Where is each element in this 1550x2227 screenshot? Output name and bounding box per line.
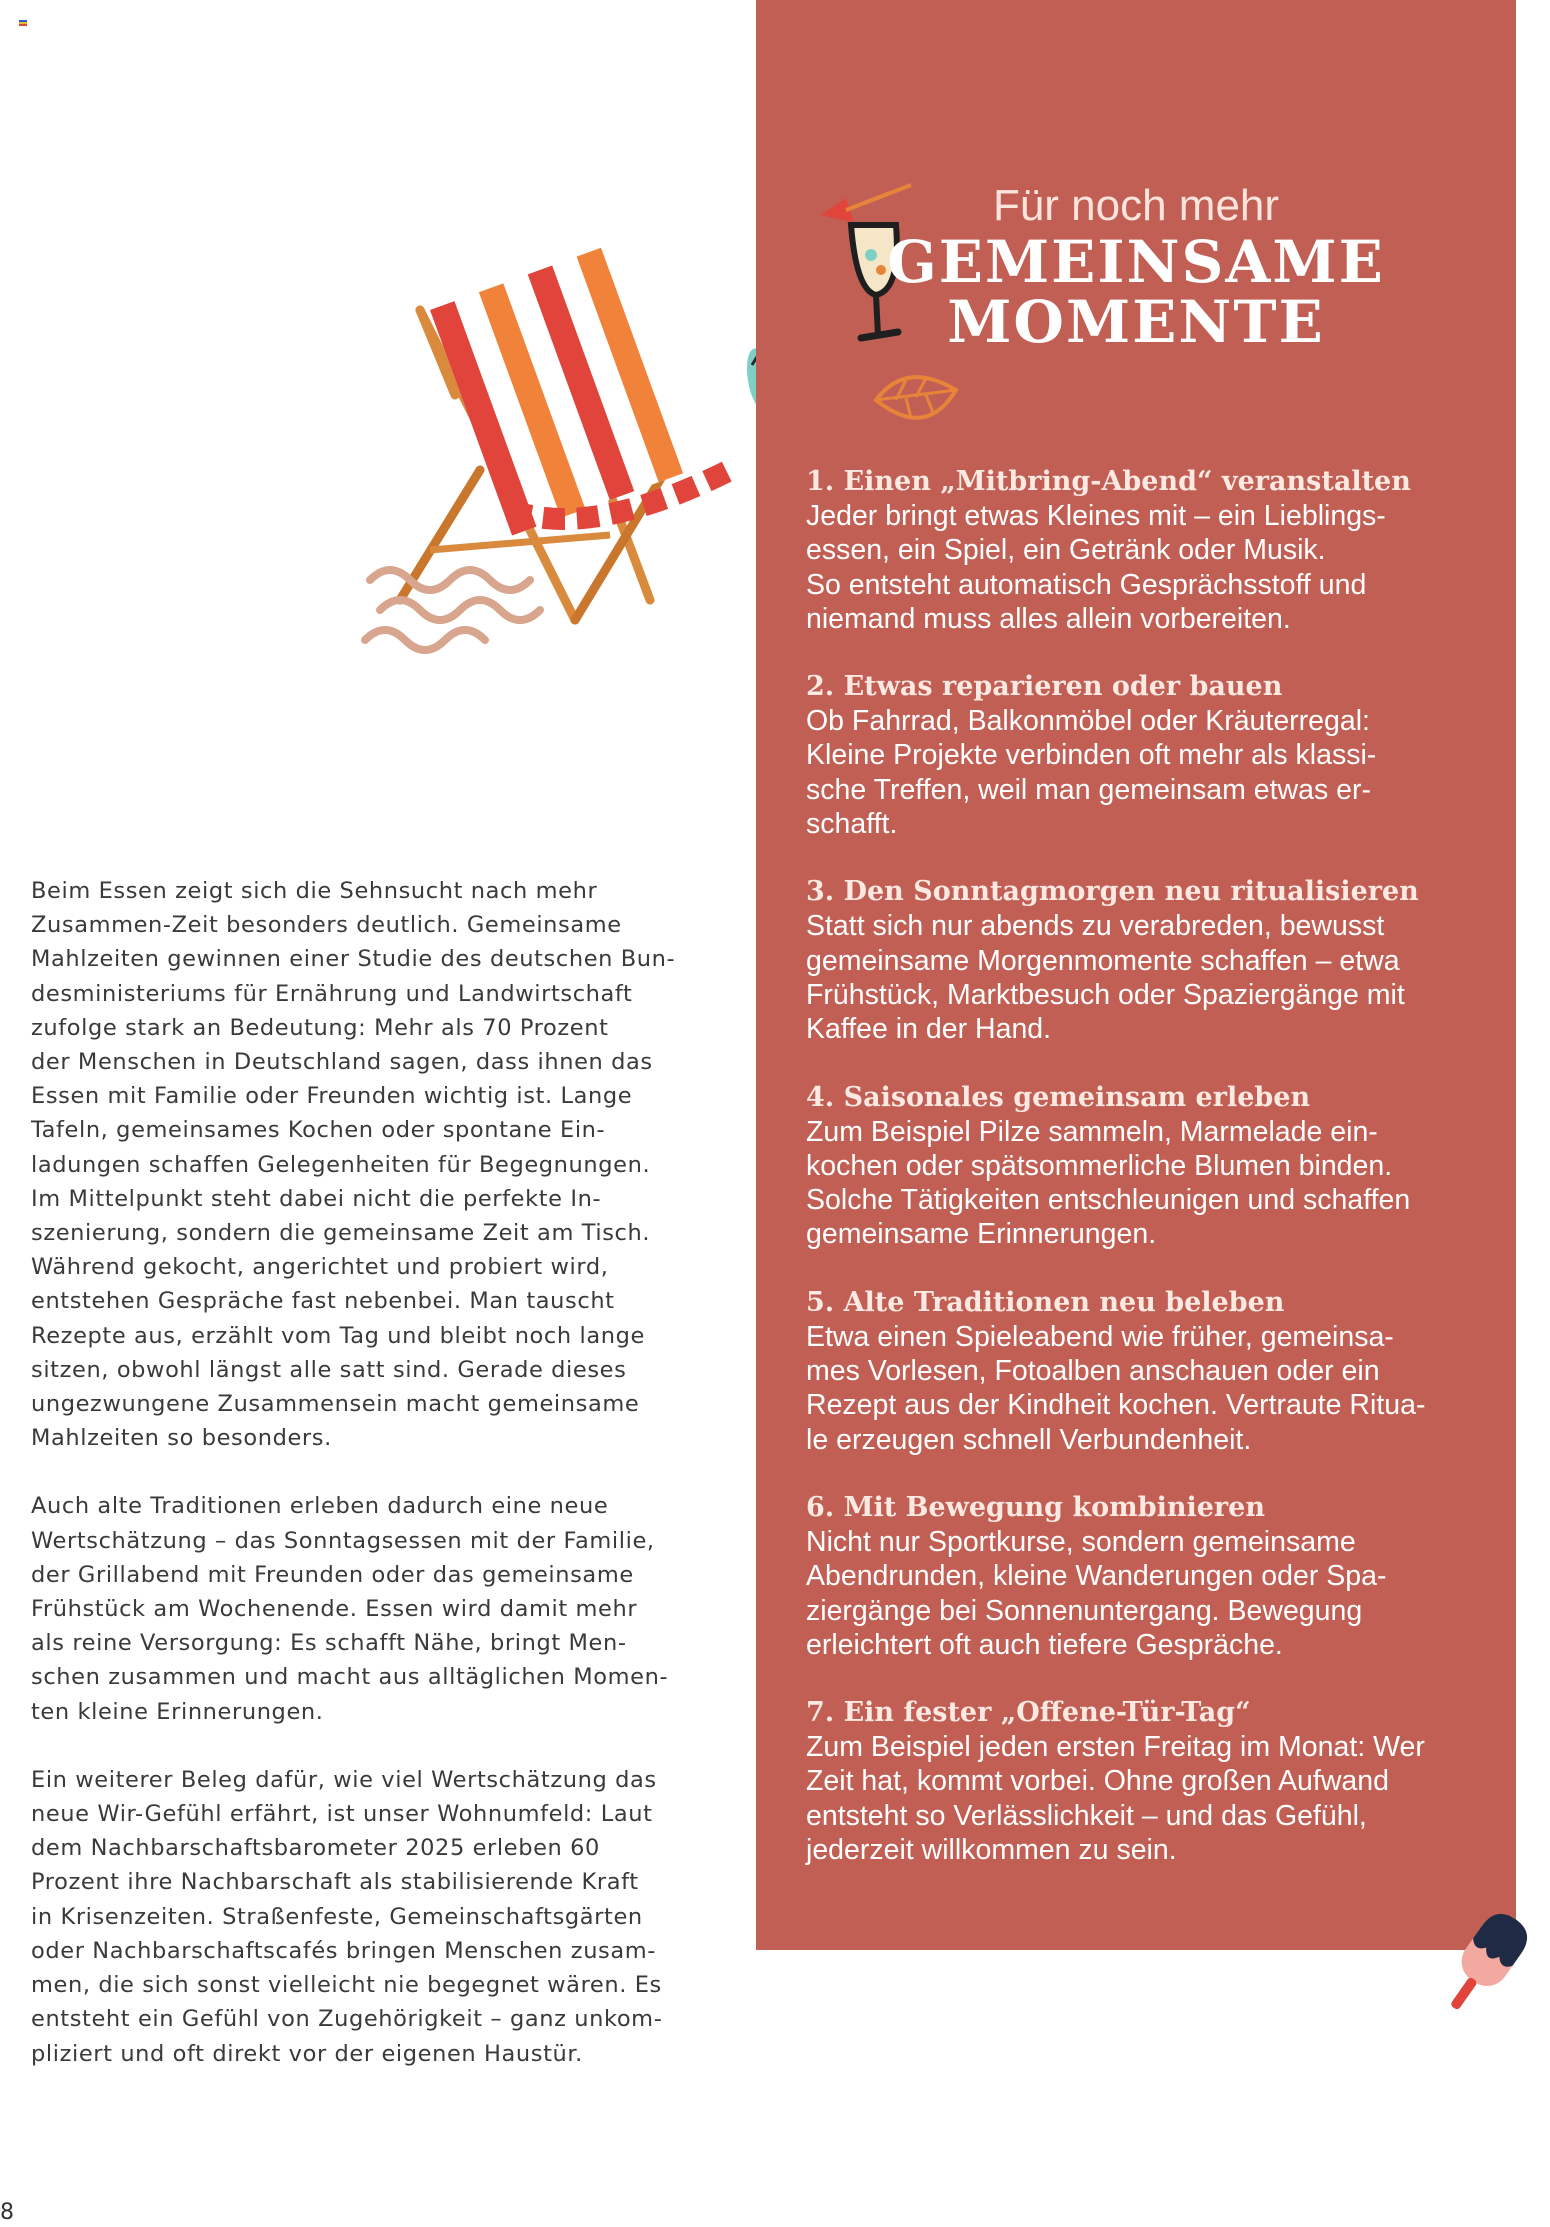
article-body (31, 874, 681, 2105)
tip-text: Jeder bringt etwas Kleines mit – ein Lieblings- essen, ein Spiel, ein Getränk oder Musik. So entsteht automatisch Gesprächsstoff und niemand muss alles allein vorbereiten. (806, 500, 1386, 635)
tip-title: 1. Einen „Mitbring-Abend“ veranstalten (806, 466, 1411, 497)
tip-text: Nicht nur Sportkurse, sondern gemeinsame Abendrunden, kleine Wanderungen oder Spa- ziergänge bei Sonnenuntergang. Bewegung erleichtert oft auch tiefere Gespräche. (806, 1525, 1387, 1661)
panel-kicker: Für noch mehr (992, 181, 1280, 230)
tip-title: 4. Saisonales gemeinsam erleben (806, 1081, 1311, 1113)
list-item (806, 1696, 1486, 1867)
list-item (806, 670, 1486, 841)
waves-icon (360, 540, 550, 670)
list-item (806, 1081, 1486, 1252)
leaf-icon (866, 360, 966, 440)
tip-text: Zum Beispiel jeden ersten Freitag im Monat: Wer Zeit hat, kommt vorbei. Ohne großen Aufwand entsteht so Verlässlichkeit – und das Gefühl, jederzeit willkommen zu sein. (806, 1731, 1425, 1867)
ice-pop-icon (1430, 1905, 1540, 2025)
tip-title: 2. Etwas reparieren oder bauen (806, 671, 1283, 703)
tip-text: Statt sich nur abends zu verabreden, bewusst gemeinsame Morgenmomente schaffen – etwa Frühstück, Marktbesuch oder Spaziergänge mit Kaffee in der Hand. (806, 910, 1405, 1046)
tip-text: Ob Fahrrad, Balkonmöbel oder Kräuterregal: Kleine Projekte verbinden oft mehr als klassi- sche Treffen, weil man gemeinsam etwas er- schafft. (806, 705, 1377, 841)
tips-panel (756, 0, 1516, 1950)
list-item (806, 465, 1486, 636)
article-paragraph: Auch alte Traditionen erleben dadurch eine neue Wertschätzung – das Sonntagsessen mit der Familie, der Grillabend mit Freunden oder das gemeinsame Frühstück am Wochenende. Essen wird damit mehr als reine Versorgung: Es schafft Nähe, bringt Men- schen zusammen und macht aus alltäglichen Momen- ten kleine Erinnerungen. (31, 1493, 669, 1725)
tip-title: 6. Mit Bewegung kombinieren (806, 1491, 1265, 1523)
list-item (806, 875, 1486, 1046)
list-item (806, 1491, 1486, 1662)
tips-list (806, 465, 1486, 1901)
list-item (806, 1286, 1486, 1457)
tip-text: Zum Beispiel Pilze sammeln, Marmelade ein- kochen oder spätsommerliche Blumen binden. Solche Tätigkeiten entschleunigen und schaffen gemeinsame Erinnerungen. (806, 1115, 1411, 1251)
tip-title: 7. Ein fester „Offene-Tür-Tag“ (806, 1697, 1251, 1729)
tip-text: Etwa einen Spieleabend wie früher, gemeinsa- mes Vorlesen, Fotoalben anschauen oder ein Rezept aus der Kindheit kochen. Vertraute Ritua- le erzeugen schnell Verbundenheit. (806, 1320, 1426, 1456)
corner-mark (19, 20, 27, 26)
panel-title-line2: MOMENTE (947, 288, 1325, 356)
tip-title: 5. Alte Traditionen neu beleben (806, 1286, 1285, 1318)
article-paragraph: Beim Essen zeigt sich die Sehnsucht nach mehr Zusammen-Zeit besonders deutlich. Gemeinsame Mahlzeiten gewinnen einer Studie des deutschen Bun- desministeriums für Ernährung und Landwirtschaft zufolge stark an Bedeutung: Mehr als 70 Prozent der Menschen in Deutschland sagen, dass ihnen das Essen mit Familie oder Freunden wichtig ist. Lange Tafeln, gemeinsames Kochen oder spontane Ein- ladungen schaffen Gelegenheiten für Begegnungen. Im Mittelpunkt steht dabei nicht die perfekte In- szenierung, sondern die gemeinsame Zeit am Tisch. Während gekocht, angerichtet und probiert wird, entstehen Gespräche fast nebenbei. Man tauscht Rezepte aus, erzählt vom Tag und bleibt noch lange sitzen, obwohl längst alle satt sind. Gerade dieses ungezwungene Zusammensein macht gemeinsame Mahlzeiten so besonders. (31, 878, 676, 1452)
tip-title: 3. Den Sonntagmorgen neu ritualisieren (806, 876, 1419, 908)
page-number: 8 (0, 2200, 14, 2225)
panel-title-line1: GEMEINSAME (887, 228, 1385, 296)
panel-heading (816, 180, 1456, 356)
article-paragraph: Ein weiterer Beleg dafür, wie viel Wertschätzung das neue Wir-Gefühl erfährt, ist unser Wohnumfeld: Laut dem Nachbarschaftsbarometer 2025 erleben 60 Prozent ihre Nachbarschaft als stabilisierende Kraft in Krisenzeiten. Straßenfeste, Gemeinschaftsgärten oder Nachbarschaftscafés bringen Menschen zusam- men, die sich sonst vielleicht nie begegnet wären. Es entsteht ein Gefühl von Zugehörigkeit – ganz unkom- pliziert und oft direkt vor der eigenen Haustür. (31, 1766, 663, 2067)
